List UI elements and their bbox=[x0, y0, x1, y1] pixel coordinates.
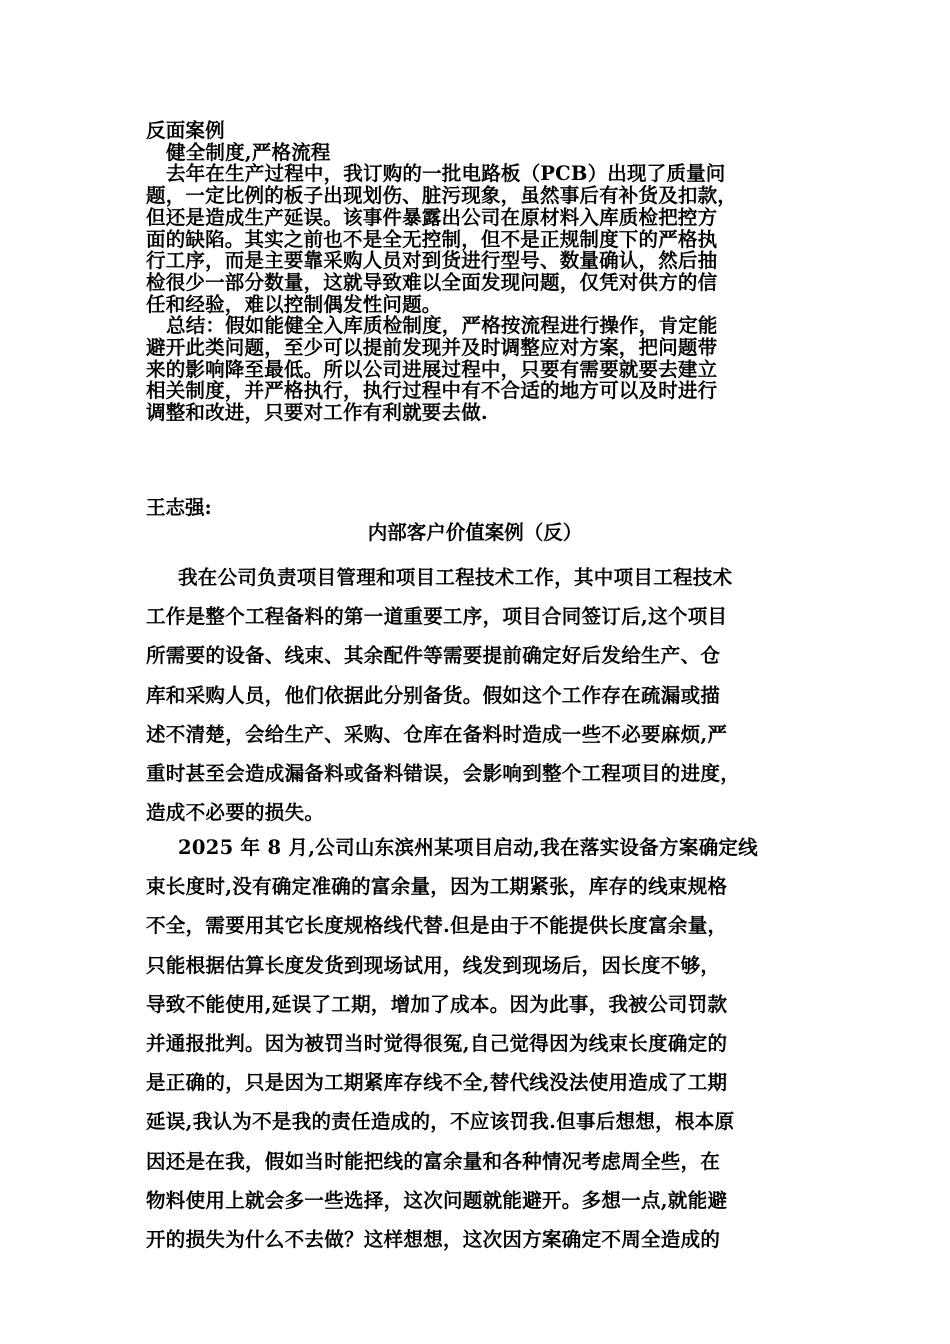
text-line: 2025 年 8 月,公司山东滨州某项目启动,我在落实设备方案确定线 bbox=[178, 836, 758, 859]
paragraph-project-incident bbox=[146, 828, 826, 1259]
section-subheading: 健全制度,严格流程 bbox=[166, 140, 331, 164]
text-line: 延误,我认为不是我的责任造成的，不应该罚我.但事后想想，根本原 bbox=[146, 1110, 735, 1134]
text-line: 只能根据估算长度发货到现场试用，线发到现场后，因长度不够， bbox=[146, 953, 721, 977]
text-line: 所需要的设备、线束、其余配件等需要提前确定好后发给生产、仓 bbox=[146, 644, 721, 668]
text-line: 去年在生产过程中，我订购的一批电路板（PCB）出现了质量问 bbox=[166, 162, 726, 186]
text-line: 调整和改进，只要对工作有利就要去做. bbox=[146, 401, 488, 425]
text-line: 开的损失为什么不去做？这样想想，这次因方案确定不周全造成的 bbox=[146, 1228, 721, 1252]
text-line: 造成不必要的损失。 bbox=[146, 801, 325, 825]
text-line: 行工序，而是主要靠采购人员对到货进行型号、数量确认，然后抽 bbox=[146, 249, 718, 273]
text-line: 物料使用上就会多一些选择，这次问题就能避开。多想一点,就能避 bbox=[146, 1188, 728, 1212]
text-line: 述不清楚，会给生产、采购、仓库在备料时造成一些不必要麻烦,严 bbox=[146, 722, 728, 746]
text-line: 相关制度，并严格执行，执行过程中有不合适的地方可以及时进行 bbox=[146, 379, 718, 403]
text-line: 导致不能使用,延误了工期，增加了成本。因为此事，我被公司罚款 bbox=[146, 992, 728, 1016]
text-line: 题，一定比例的板子出现划伤、脏污现象，虽然事后有补货及扣款， bbox=[146, 184, 738, 208]
text-line: 但还是造成生产延误。该事件暴露出公司在原材料入库质检把控方 bbox=[146, 205, 718, 229]
text-line: 束长度时,没有确定准确的富余量，因为工期紧张，库存的线束规格 bbox=[146, 875, 728, 899]
text-line: 并通报批判。因为被罚当时觉得很冤,自己觉得因为线束长度确定的 bbox=[146, 1032, 728, 1056]
text-line: 我在公司负责项目管理和项目工程技术工作，其中项目工程技术 bbox=[178, 566, 733, 589]
text-line: 工作是整个工程备料的第一道重要工序，项目合同签订后,这个项目 bbox=[146, 605, 728, 629]
text-line: 库和采购人员，他们依据此分别备货。假如这个工作存在疏漏或描 bbox=[146, 683, 721, 707]
text-line: 因还是在我，假如当时能把线的富余量和各种情况考虑周全些，在 bbox=[146, 1149, 721, 1173]
text-line: 不全，需要用其它长度规格线代替.但是由于不能提供长度富余量， bbox=[146, 914, 728, 938]
text-line: 重时甚至会造成漏备料或备料错误，会影响到整个工程项目的进度， bbox=[146, 762, 741, 786]
text-line: 总结：假如能健全入库质检制度，严格按流程进行操作，肯定能 bbox=[166, 314, 718, 338]
text-line: 检很少一部分数量，这就导致难以全面发现问题，仅凭对供方的信 bbox=[146, 270, 718, 294]
paragraph-pcb-case bbox=[146, 163, 806, 315]
paragraph-summary bbox=[146, 315, 806, 424]
text-line: 来的影响降至最低。所以公司进展过程中，只要有需要就要去建立 bbox=[146, 357, 718, 381]
author-name: 王志强: bbox=[146, 496, 212, 519]
text-line: 避开此类问题，至少可以提前发现并及时调整应对方案，把问题带 bbox=[146, 336, 718, 360]
paragraph-job-description bbox=[146, 558, 826, 832]
case-title: 内部客户价值案例（反） bbox=[367, 521, 583, 544]
text-line: 面的缺陷。其实之前也不是全无控制，但不是正规制度下的严格执 bbox=[146, 227, 718, 251]
text-line: 是正确的，只是因为工期紧库存线不全,替代线没法使用造成了工期 bbox=[146, 1071, 728, 1095]
section-negative-case bbox=[146, 120, 806, 424]
text-line: 任和经验，难以控制偶发性问题。 bbox=[146, 292, 442, 316]
section-heading: 反面案例 bbox=[146, 119, 225, 142]
